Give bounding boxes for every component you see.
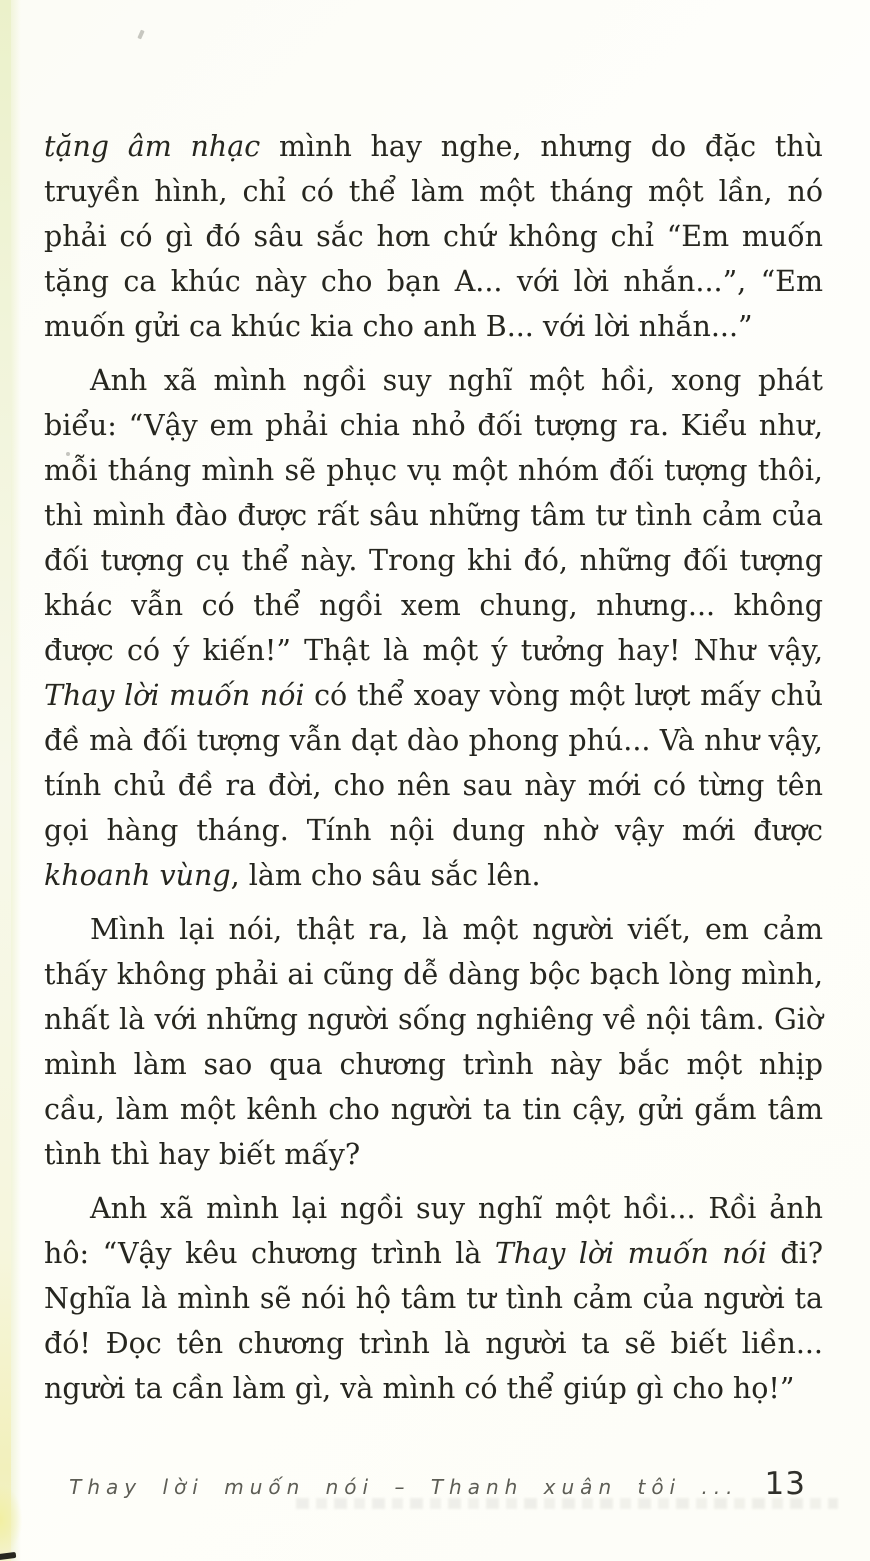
text-run: có thể xoay vòng một lượt mấy chủ đề mà đối tượng vẫn dạt dào phong phú... Và như vậy, tính chủ đề ra đời, cho nên sau này mới có từng tên gọi hàng tháng. Tính nội dung nhờ vậy mới được xyxy=(44,679,823,847)
paragraph xyxy=(44,124,823,349)
text-run: mình hay nghe, nhưng do đặc thù truyền hình, chỉ có thể làm một tháng một lần, nó phải có gì đó sâu sắc hơn chứ không chỉ “Em muốn tặng ca khúc này cho bạn A... với lời nhắn...”, “Em muốn gửi ca khúc kia cho anh B... với lời nhắn...” xyxy=(44,130,823,343)
paragraph xyxy=(44,1186,823,1411)
page-footer xyxy=(0,1466,806,1502)
italic-text-run: khoanh vùng xyxy=(44,859,231,892)
text-run: Mình lại nói, thật ra, là một người viết, em cảm thấy không phải ai cũng dễ dàng bộc bạch lòng mình, nhất là với những người sống nghiêng về nội tâm. Giờ mình làm sao qua chương trình này bắc một nhịp cầu, làm một kênh cho người ta tin cậy, gửi gắm tâm tình thì hay biết mấy? xyxy=(44,913,823,1171)
italic-text-run: tặng âm nhạc xyxy=(44,130,261,163)
italic-text-run: Thay lời muốn nói xyxy=(494,1237,767,1270)
text-run: Anh xã mình lại ngồi suy nghĩ một hồi... Rồi ảnh hô: “Vậy kêu chương trình là xyxy=(44,1192,823,1270)
page-edge-fade xyxy=(11,0,21,1561)
italic-text-run: Thay lời muốn nói xyxy=(44,679,305,712)
body-text xyxy=(44,124,823,1420)
text-run: Anh xã mình ngồi suy nghĩ một hồi, xong phát biểu: “Vậy em phải chia nhỏ đối tượng ra. Kiểu như, mỗi tháng mình sẽ phục vụ một nhóm đối tượng thôi, thì mình đào được rất sâu những tâm tư tình cảm của đối tượng cụ thể này. Trong khi đó, những đối tượng khác vẫn có thể ngồi xem chung, nhưng... không được có ý kiến!” Thật là một ý tưởng hay! Như vậy, xyxy=(44,364,823,667)
page-edge-strip xyxy=(0,0,11,1561)
scan-speck xyxy=(137,30,144,40)
text-run: đi? Nghĩa là mình sẽ nói hộ tâm tư tình cảm của người ta đó! Đọc tên chương trình là người ta sẽ biết liền... người ta cần làm gì, và mình có thể giúp gì cho họ!” xyxy=(44,1237,823,1405)
page-number: 13 xyxy=(764,1466,806,1502)
paragraph xyxy=(44,358,823,898)
running-title: Thay lời muốn nói – Thanh xuân tôi ... xyxy=(69,1475,739,1499)
text-run: , làm cho sâu sắc lên. xyxy=(230,859,541,892)
paragraph xyxy=(44,907,823,1177)
